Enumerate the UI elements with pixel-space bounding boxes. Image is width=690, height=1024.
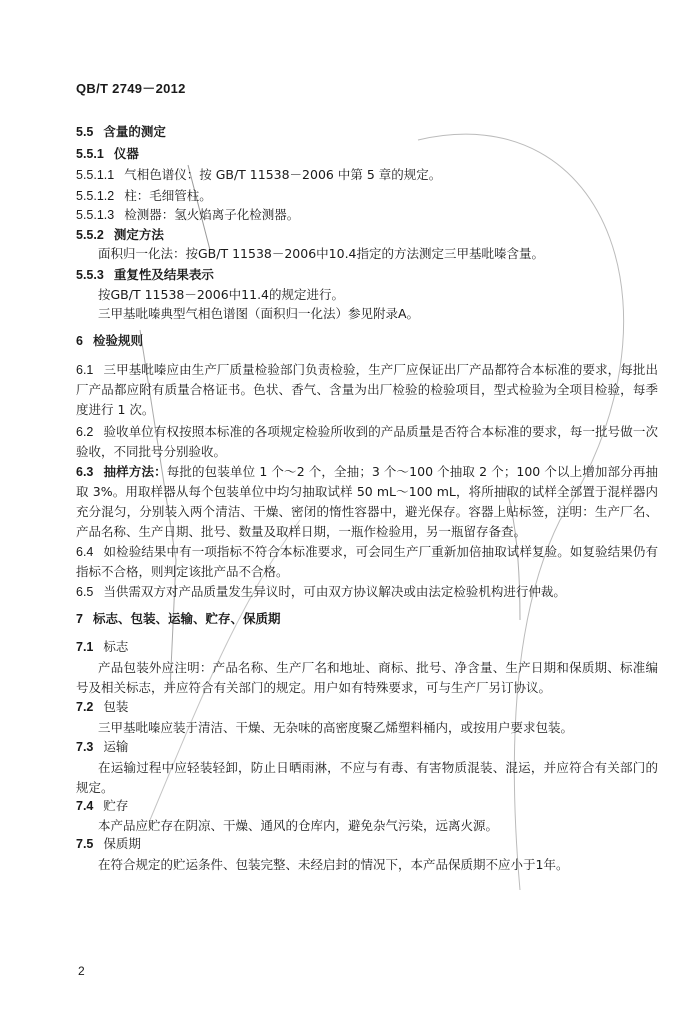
clause-7-2 — [76, 698, 128, 716]
clause-5-5-1-2 — [76, 187, 212, 205]
section-7-heading — [76, 610, 280, 628]
clause-7-1 — [76, 638, 128, 656]
clause-title: 含量的测定 — [103, 124, 166, 139]
clause-text: 柱：毛细管柱。 — [124, 188, 212, 203]
clause-text: 如检验结果中有一项指标不符合本标准要求，可会同生产厂重新加倍抽取试样复验。如复验结果仍有指标不合格，则判定该批产品不合格。 — [76, 544, 658, 579]
clause-title: 标志 — [103, 639, 129, 654]
clause-number: 6.3 — [76, 465, 94, 479]
clause-text: 每批的包装单位 1 个～2 个，全抽；3 个～100 个抽取 2 个；100 个以上增加部分再抽取 3%。用取样器从每个包装单位中均匀抽取试样 50 mL～100 mL，将所抽取的试样全部置于混样器内充分混匀，分别装入两个清洁、干燥、密闭的惰性容器中，避光保存。容器上贴标签，注明：生产厂名、产品名称、生产日期、批号、数量及取样日期，一瓶作检验用，另一瓶留存备查。 — [76, 464, 658, 539]
clause-7-5 — [76, 835, 141, 853]
clause-number: 7.4 — [76, 799, 94, 813]
clause-6-5 — [76, 582, 658, 602]
clause-7-5-text: 在符合规定的贮运条件、包装完整、未经启封的情况下，本产品保质期不应小于1年。 — [98, 857, 569, 872]
clause-7-4 — [76, 797, 128, 815]
clause-number: 5.5.1.2 — [76, 189, 115, 203]
clause-6-4 — [76, 542, 658, 582]
clause-6-3 — [76, 462, 658, 542]
clause-text: 检测器：氢火焰离子化检测器。 — [124, 207, 300, 222]
clause-number: 7.2 — [76, 700, 94, 714]
clause-number: 6.1 — [76, 363, 94, 377]
clause-number: 7.5 — [76, 837, 94, 851]
clause-title: 包装 — [103, 699, 129, 714]
clause-title: 贮存 — [103, 798, 129, 813]
page-number: 2 — [78, 964, 85, 978]
clause-5-5-1-3 — [76, 206, 299, 224]
clause-text: 气相色谱仪：按 GB/T 11538－2006 中第 5 章的规定。 — [124, 167, 442, 182]
clause-text: 验收单位有权按照本标准的各项规定检验所收到的产品质量是否符合本标准的要求，每一批号做一次验收，不同批号分别验收。 — [76, 424, 658, 459]
clause-number: 6.2 — [76, 425, 94, 439]
clause-number: 7.3 — [76, 740, 94, 754]
clause-5-5-3 — [76, 266, 214, 284]
clause-title: 测定方法 — [113, 227, 164, 242]
clause-number: 5.5.3 — [76, 268, 104, 282]
clause-number: 5.5.2 — [76, 228, 104, 242]
clause-number: 6.5 — [76, 585, 94, 599]
section-6-heading — [76, 332, 143, 350]
clause-number: 5.5.1 — [76, 147, 104, 161]
clause-number: 5.5.1.3 — [76, 208, 115, 222]
clause-text: 当供需双方对产品质量发生异议时，可由双方协议解决或由法定检验机构进行仲裁。 — [103, 584, 566, 599]
clause-title: 仪器 — [113, 146, 139, 161]
section-number: 6 — [76, 334, 83, 348]
clause-7-4-text: 本产品应贮存在阴凉、干燥、通风的仓库内，避免杂气污染，远离火源。 — [98, 818, 499, 833]
clause-7-3 — [76, 738, 128, 756]
clause-title: 重复性及结果表示 — [113, 267, 214, 282]
section-title: 标志、包装、运输、贮存、保质期 — [92, 611, 281, 626]
clause-6-1 — [76, 360, 658, 420]
clause-number: 5.5 — [76, 125, 94, 139]
clause-7-2-text: 三甲基吡嗪应装于清洁、干燥、无杂味的高密度聚乙烯塑料桶内，或按用户要求包装。 — [98, 720, 574, 735]
section-title: 检验规则 — [92, 333, 143, 348]
clause-title: 抽样方法： — [103, 464, 167, 479]
clause-7-3-text: 在运输过程中应轻装轻卸，防止日晒雨淋，不应与有毒、有害物质混装、混运，并应符合有关部门的规定。 — [76, 760, 658, 795]
clause-5-5 — [76, 123, 166, 141]
clause-5-5-3-text-2: 三甲基吡嗪典型气相色谱图（面积归一化法）参见附录A。 — [98, 306, 420, 321]
clause-7-1-text: 产品包装外应注明：产品名称、生产厂名和地址、商标、批号、净含量、生产日期和保质期、标准编号及相关标志，并应符合有关部门的规定。用户如有特殊要求，可与生产厂另订协议。 — [76, 660, 658, 695]
section-number: 7 — [76, 612, 83, 626]
clause-5-5-1-1 — [76, 166, 441, 184]
clause-5-5-1 — [76, 145, 139, 163]
clause-5-5-3-text-1: 按GB/T 11538－2006中11.4的规定进行。 — [98, 287, 344, 302]
clause-number: 7.1 — [76, 640, 94, 654]
clause-title: 保质期 — [103, 836, 141, 851]
clause-number: 6.4 — [76, 545, 94, 559]
clause-5-5-2-text: 面积归一化法：按GB/T 11538－2006中10.4指定的方法测定三甲基吡嗪含量。 — [98, 246, 544, 261]
clause-5-5-2 — [76, 226, 164, 244]
standard-number: QB/T 2749－2012 — [76, 81, 186, 96]
clause-number: 5.5.1.1 — [76, 168, 115, 182]
clause-6-2 — [76, 422, 658, 462]
clause-title: 运输 — [103, 739, 129, 754]
clause-text: 三甲基吡嗪应由生产厂质量检验部门负责检验，生产厂应保证出厂产品都符合本标准的要求，每批出厂产品都应附有质量合格证书。色状、香气、含量为出厂检验的检验项目，型式检验为全项目检验，每季度进行 1 次。 — [76, 362, 658, 417]
